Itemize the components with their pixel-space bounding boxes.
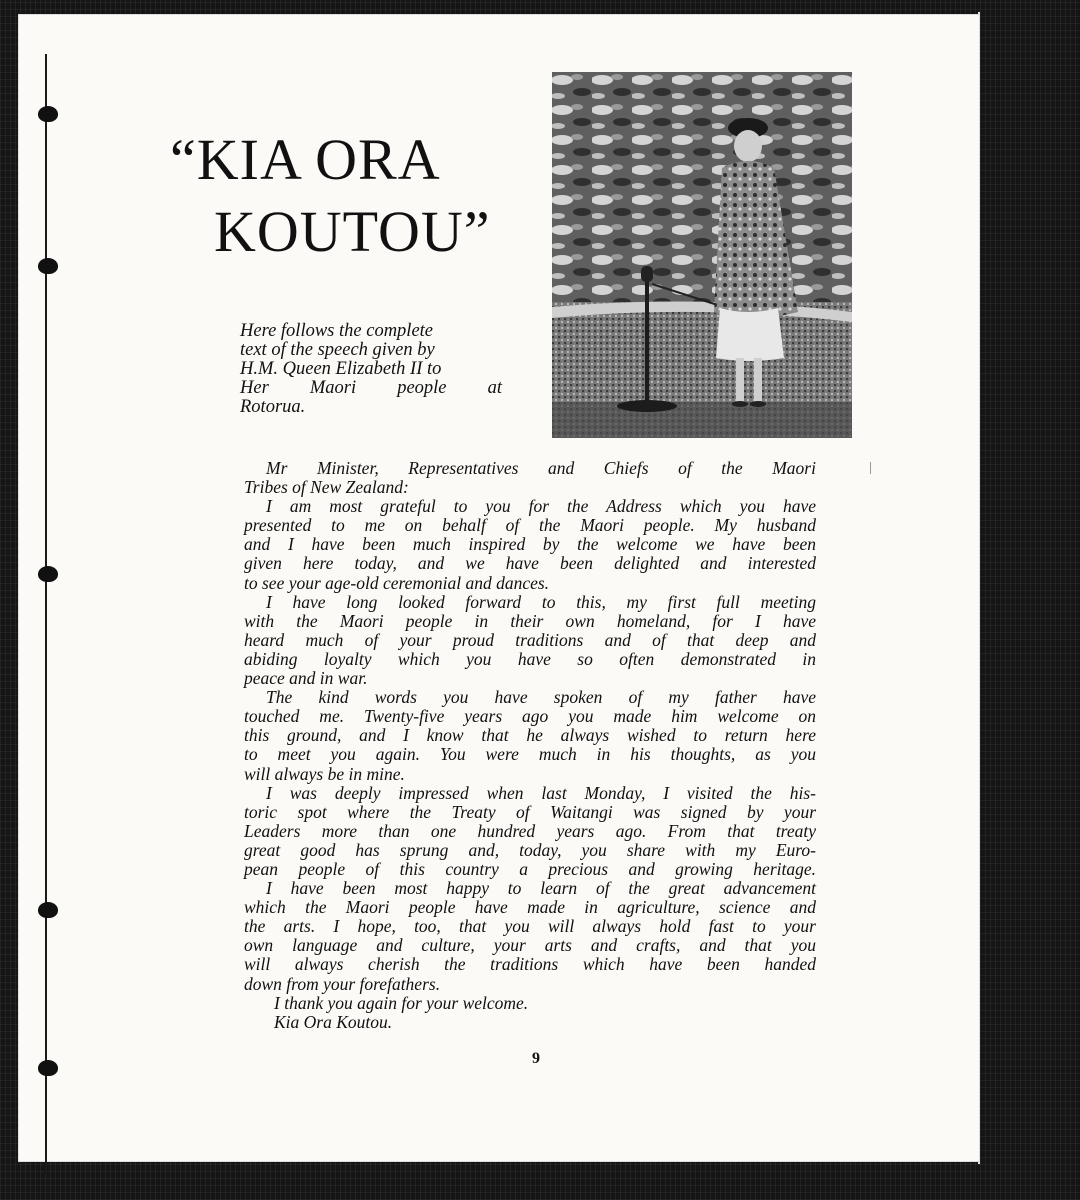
speech-line: The kind words you have spoken of my father have — [266, 687, 816, 708]
speech-line: which the Maori people have made in agriculture, science and — [244, 897, 816, 918]
speech-text — [244, 459, 816, 1032]
photo-woman-at-microphone-icon — [552, 72, 852, 438]
speech-line: presented to me on behalf of the Maori people. My husband — [244, 515, 816, 536]
speech-line: I was deeply impressed when last Monday, I visited the his- — [266, 782, 816, 803]
speech-line: I am most grateful to you for the Address which you have — [266, 496, 816, 517]
speech-line: Mr Minister, Representatives and Chiefs of the Maori — [266, 458, 816, 478]
intro-line: Here follows the complete — [240, 321, 434, 341]
intro-line: H.M. Queen Elizabeth II to — [240, 359, 442, 379]
speech-line: own language and culture, your arts and crafts, and that you — [244, 935, 816, 956]
speech-line: I have been most happy to learn of the great advancement — [266, 878, 816, 899]
speech-line: to meet you again. You were much in his thoughts, as you — [244, 744, 816, 765]
title-line-2: KOUTOU” — [214, 198, 491, 264]
speech-line: to see your age-old ceremonial and dances. — [244, 572, 550, 593]
speech-line: I thank you again for your welcome. — [274, 992, 529, 1013]
speech-line: this ground, and I know that he always wished to return here — [244, 725, 816, 746]
intro-line: Rotorua. — [240, 397, 306, 417]
speech-line: down from your forefathers. — [244, 973, 441, 994]
intro-paragraph — [240, 322, 502, 417]
photo-illustration — [552, 72, 852, 438]
intro-line: text of the speech given by — [240, 340, 435, 360]
speech-line: abiding loyalty which you have so often demonstrated in — [244, 648, 816, 669]
speech-line: heard much of your proud traditions and of that deep and — [244, 629, 816, 650]
staple-mark — [38, 902, 58, 918]
staple-mark — [38, 258, 58, 274]
speech-line: great good has sprung and, today, you share with my Euro- — [244, 839, 816, 860]
speech-line: toric spot where the Treaty of Waitangi was signed by your — [244, 801, 816, 822]
speech-line: Leaders more than one hundred years ago. From that treaty — [244, 820, 816, 841]
intro-line: Her Maori people at — [240, 378, 502, 398]
speech-line: touched me. Twenty-five years ago you made him welcome on — [244, 706, 816, 727]
speech-line: I have long looked forward to this, my first full meeting — [266, 591, 816, 612]
staple-mark — [38, 566, 58, 582]
staple-mark — [38, 1060, 58, 1076]
speech-line: pean people of this country a precious and growing heritage. — [244, 858, 816, 879]
page-title — [170, 124, 530, 268]
binding-line — [45, 54, 47, 1174]
margin-mark — [870, 462, 871, 474]
page-number: 9 — [532, 1050, 540, 1067]
title-line-1: “KIA ORA — [170, 127, 441, 192]
speech-line: peace and in war. — [244, 668, 368, 689]
speech-line: Kia Ora Koutou. — [274, 1011, 393, 1032]
speech-line: Tribes of New Zealand: — [244, 477, 409, 498]
speech-line: the arts. I hope, too, that you will always hold fast to your — [244, 916, 816, 937]
speech-line: given here today, and we have been delighted and interested — [244, 553, 816, 574]
speech-line: will always cherish the traditions which have been handed — [244, 954, 816, 975]
speech-line: will always be in mine. — [244, 763, 405, 784]
staple-mark — [38, 106, 58, 122]
speech-line: with the Maori people in their own homeland, for I have — [244, 610, 816, 631]
speech-line: and I have been much inspired by the welcome we have been — [244, 534, 816, 555]
